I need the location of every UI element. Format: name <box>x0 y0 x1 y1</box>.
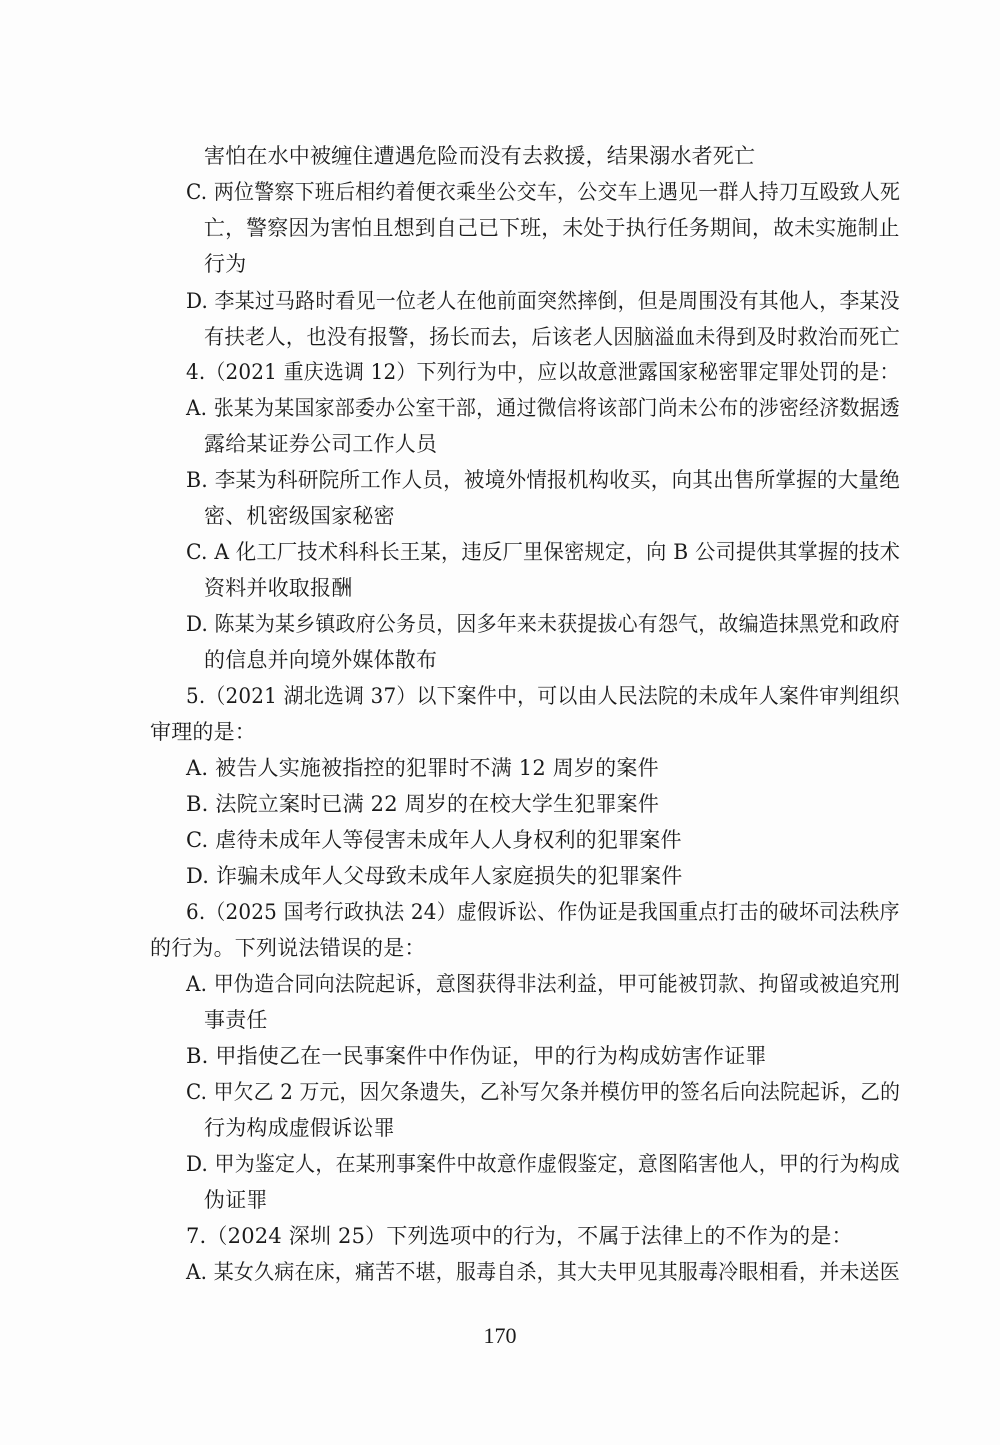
question-heading: 5.（2021 湖北选调 37）以下案件中，可以由人民法院的未成年人案件审判组织 <box>186 684 900 708</box>
text-line: 有扶老人，也没有报警，扬长而去，后该老人因脑溢血未得到及时救治而死亡 <box>204 325 900 349</box>
text-line: C. 两位警察下班后相约着便衣乘坐公交车，公交车上遇见一群人持刀互殴致人死 <box>186 180 901 204</box>
text-line: 资料并收取报酬 <box>204 576 353 600</box>
text-line: 行为 <box>204 252 247 276</box>
text-line: 的行为。下列说法错误的是： <box>150 936 426 960</box>
text-line: C. A 化工厂技术科科长王某，违反厂里保密规定，向 B 公司提供其掌握的技术 <box>186 540 901 564</box>
text-line: 害怕在水中被缠住遭遇危险而没有去救援，结果溺水者死亡 <box>204 144 756 168</box>
question-heading: 4.（2021 重庆选调 12）下列行为中，应以故意泄露国家秘密罪定罪处罚的是： <box>186 360 900 384</box>
text-line: C. 甲欠乙 2 万元，因欠条遗失，乙补写欠条并模仿甲的签名后向法院起诉，乙的 <box>186 1080 901 1104</box>
text-line: B. 法院立案时已满 22 周岁的在校大学生犯罪案件 <box>186 792 660 816</box>
text-line: A. 某女久病在床，痛苦不堪，服毒自杀，其大夫甲见其服毒冷眼相看，并未送医 <box>186 1260 900 1284</box>
text-line: 伪证罪 <box>204 1188 268 1212</box>
text-line: D. 陈某为某乡镇政府公务员，因多年来未获提拔心有怨气，故编造抹黑党和政府 <box>186 612 900 636</box>
text-line: A. 张某为某国家部委办公室干部，通过微信将该部门尚未公布的涉密经济数据透 <box>186 396 900 420</box>
page-number: 170 <box>483 1323 517 1348</box>
question-heading: 7.（2024 深圳 25）下列选项中的行为，不属于法律上的不作为的是： <box>186 1224 853 1248</box>
text-line: B. 李某为科研院所工作人员，被境外情报机构收买，向其出售所掌握的大量绝 <box>186 468 900 492</box>
text-line: 密、机密级国家秘密 <box>204 504 395 528</box>
text-line: D. 李某过马路时看见一位老人在他前面突然摔倒，但是周围没有其他人，李某没 <box>186 289 900 313</box>
text-line: C. 虐待未成年人等侵害未成年人人身权利的犯罪案件 <box>186 828 682 852</box>
text-line: D. 诈骗未成年人父母致未成年人家庭损失的犯罪案件 <box>186 864 683 888</box>
text-line: 亡，警察因为害怕且想到自己已下班，未处于执行任务期间，故未实施制止 <box>204 216 900 240</box>
text-line: 事责任 <box>204 1008 268 1032</box>
text-line: A. 被告人实施被指控的犯罪时不满 12 周岁的案件 <box>186 756 659 780</box>
text-line: B. 甲指使乙在一民事案件中作伪证，甲的行为构成妨害作证罪 <box>186 1044 767 1068</box>
text-line: 审理的是： <box>150 720 256 744</box>
text-line: 露给某证券公司工作人员 <box>204 432 438 456</box>
text-line: D. 甲为鉴定人，在某刑事案件中故意作虚假鉴定，意图陷害他人，甲的行为构成 <box>186 1152 900 1176</box>
text-line: 的信息并向境外媒体散布 <box>204 648 438 672</box>
text-line: A. 甲伪造合同向法院起诉，意图获得非法利益，甲可能被罚款、拘留或被追究刑 <box>186 972 900 996</box>
text-line: 行为构成虚假诉讼罪 <box>204 1116 395 1140</box>
question-heading: 6.（2025 国考行政执法 24）虚假诉讼、作伪证是我国重点打击的破坏司法秩序 <box>186 900 900 924</box>
